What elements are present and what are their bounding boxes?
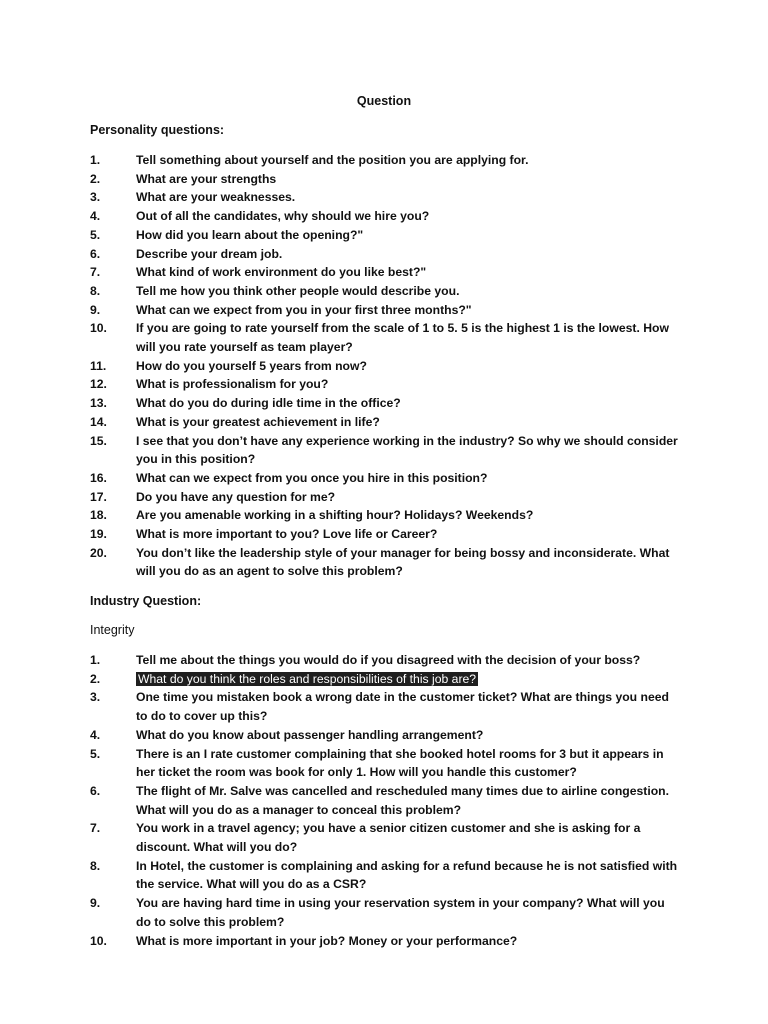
list-item (0, 506, 768, 525)
item-text: Do you have any question for me? (136, 489, 336, 504)
list-item (0, 375, 768, 394)
item-text: What can we expect from you once you hire in this position? (136, 470, 488, 485)
list-item (0, 282, 768, 301)
item-text: What is your greatest achievement in life? (136, 414, 380, 429)
item-number: 4. (90, 727, 101, 742)
highlighted-text-selection[interactable]: What do you think the roles and responsibilities of this job are? (138, 671, 477, 686)
item-text: You don’t like the leadership style of your manager for being bossy and inconsiderate. What will you do as an agent to solve this problem? (136, 545, 670, 579)
item-text: What is more important to you? Love life or Career? (136, 527, 438, 542)
item-text: Tell something about yourself and the position you are applying for. (136, 153, 529, 167)
item-text: Out of all the candidates, why should we hire you? (136, 209, 430, 224)
item-text: Are you amenable working in a shifting hour? Holidays? Weekends? (136, 508, 534, 523)
list-item (0, 745, 768, 782)
item-text: There is an I rate customer complaining that she booked hotel rooms for 3 but it appears in her ticket the room was book for only 1. How will you handle this customer? (136, 746, 664, 780)
list-item (0, 651, 768, 670)
item-text: What can we expect from you in your first three months?" (136, 302, 472, 317)
list-item (0, 263, 768, 282)
list-item (0, 151, 768, 170)
list-item (0, 357, 768, 376)
item-number: 13. (90, 396, 107, 411)
item-text: In Hotel, the customer is complaining and asking for a refund because he is not satisfied with the service. What will you do as a CSR? (136, 858, 678, 892)
item-text: You work in a travel agency; you have a senior citizen customer and she is asking for a discount. What will you do? (136, 821, 641, 855)
item-text: What are your strengths (136, 171, 277, 186)
item-number: 7. (90, 821, 101, 836)
item-text: What do you know about passenger handling arrangement? (136, 727, 484, 742)
list-item (0, 319, 768, 356)
list-item (0, 394, 768, 413)
item-number: 9. (90, 302, 101, 317)
item-number: 8. (90, 858, 101, 873)
integrity-subheading: Integrity (90, 623, 135, 637)
list-item (0, 782, 768, 819)
personality-question-list (0, 151, 768, 581)
item-number: 10. (90, 321, 107, 336)
item-number: 10. (90, 933, 107, 948)
item-text: I see that you don’t have any experience working in the industry? So why we should consider you in this position? (136, 433, 678, 467)
item-text: One time you mistaken book a wrong date in the customer ticket? What are things you need to do to cover up this? (136, 690, 669, 724)
list-item (0, 488, 768, 507)
item-text: The flight of Mr. Salve was cancelled and rescheduled many times due to airline congestion. What will you do as a manager to conceal this problem? (136, 783, 670, 817)
item-number: 9. (90, 896, 101, 911)
item-number: 2. (90, 171, 101, 186)
item-number: 12. (90, 377, 107, 392)
item-number: 5. (90, 746, 101, 761)
item-number: 19. (90, 527, 107, 542)
item-text: What do you do during idle time in the office? (136, 396, 401, 411)
list-item (0, 544, 768, 581)
list-item (0, 469, 768, 488)
list-item (0, 819, 768, 856)
integrity-question-list (0, 651, 768, 950)
item-number: 6. (90, 246, 101, 261)
list-item (0, 894, 768, 931)
personality-heading: Personality questions: (90, 123, 225, 137)
list-item (0, 413, 768, 432)
list-item (0, 857, 768, 894)
item-number: 6. (90, 783, 101, 798)
list-item (0, 726, 768, 745)
item-text: Describe your dream job. (136, 246, 283, 261)
item-number: 2. (90, 671, 101, 686)
item-text: How do you yourself 5 years from now? (136, 358, 367, 373)
item-number: 20. (90, 545, 107, 560)
item-text: Tell me how you think other people would describe you. (136, 283, 460, 298)
item-number: 3. (90, 190, 101, 205)
list-item (0, 301, 768, 320)
item-number: 18. (90, 508, 107, 523)
item-number: 1. (90, 153, 101, 167)
item-number: 14. (90, 414, 107, 429)
item-text: Tell me about the things you would do if you disagreed with the decision of your boss? (136, 653, 641, 667)
item-number: 11. (90, 358, 107, 373)
item-text: What is professionalism for you? (136, 377, 329, 392)
list-item (0, 670, 768, 689)
list-item (0, 188, 768, 207)
item-text: If you are going to rate yourself from the scale of 1 to 5. 5 is the highest 1 is the lowest. How will you rate yourself as team player? (136, 321, 669, 355)
item-number: 15. (90, 433, 107, 448)
list-item (0, 170, 768, 189)
item-number: 1. (90, 653, 101, 667)
item-number: 8. (90, 283, 101, 298)
item-text: You are having hard time in using your reservation system in your company? What will you do to solve this problem? (136, 896, 665, 929)
page-title: Question (356, 94, 412, 108)
list-item (0, 245, 768, 264)
list-item (0, 932, 768, 951)
item-text: What are your weaknesses. (136, 190, 296, 205)
list-item (0, 688, 768, 725)
item-number: 17. (90, 489, 107, 504)
industry-heading: Industry Question: (90, 594, 202, 608)
item-number: 7. (90, 265, 101, 280)
item-text: How did you learn about the opening?" (136, 227, 364, 242)
item-number: 3. (90, 690, 101, 705)
item-text: What kind of work environment do you like best?" (136, 265, 427, 280)
list-item (0, 432, 768, 469)
item-number: 5. (90, 227, 101, 242)
item-text: What is more important in your job? Money or your performance? (136, 933, 518, 948)
list-item (0, 226, 768, 245)
item-number: 4. (90, 209, 101, 224)
list-item (0, 207, 768, 226)
list-item (0, 525, 768, 544)
item-number: 16. (90, 470, 107, 485)
